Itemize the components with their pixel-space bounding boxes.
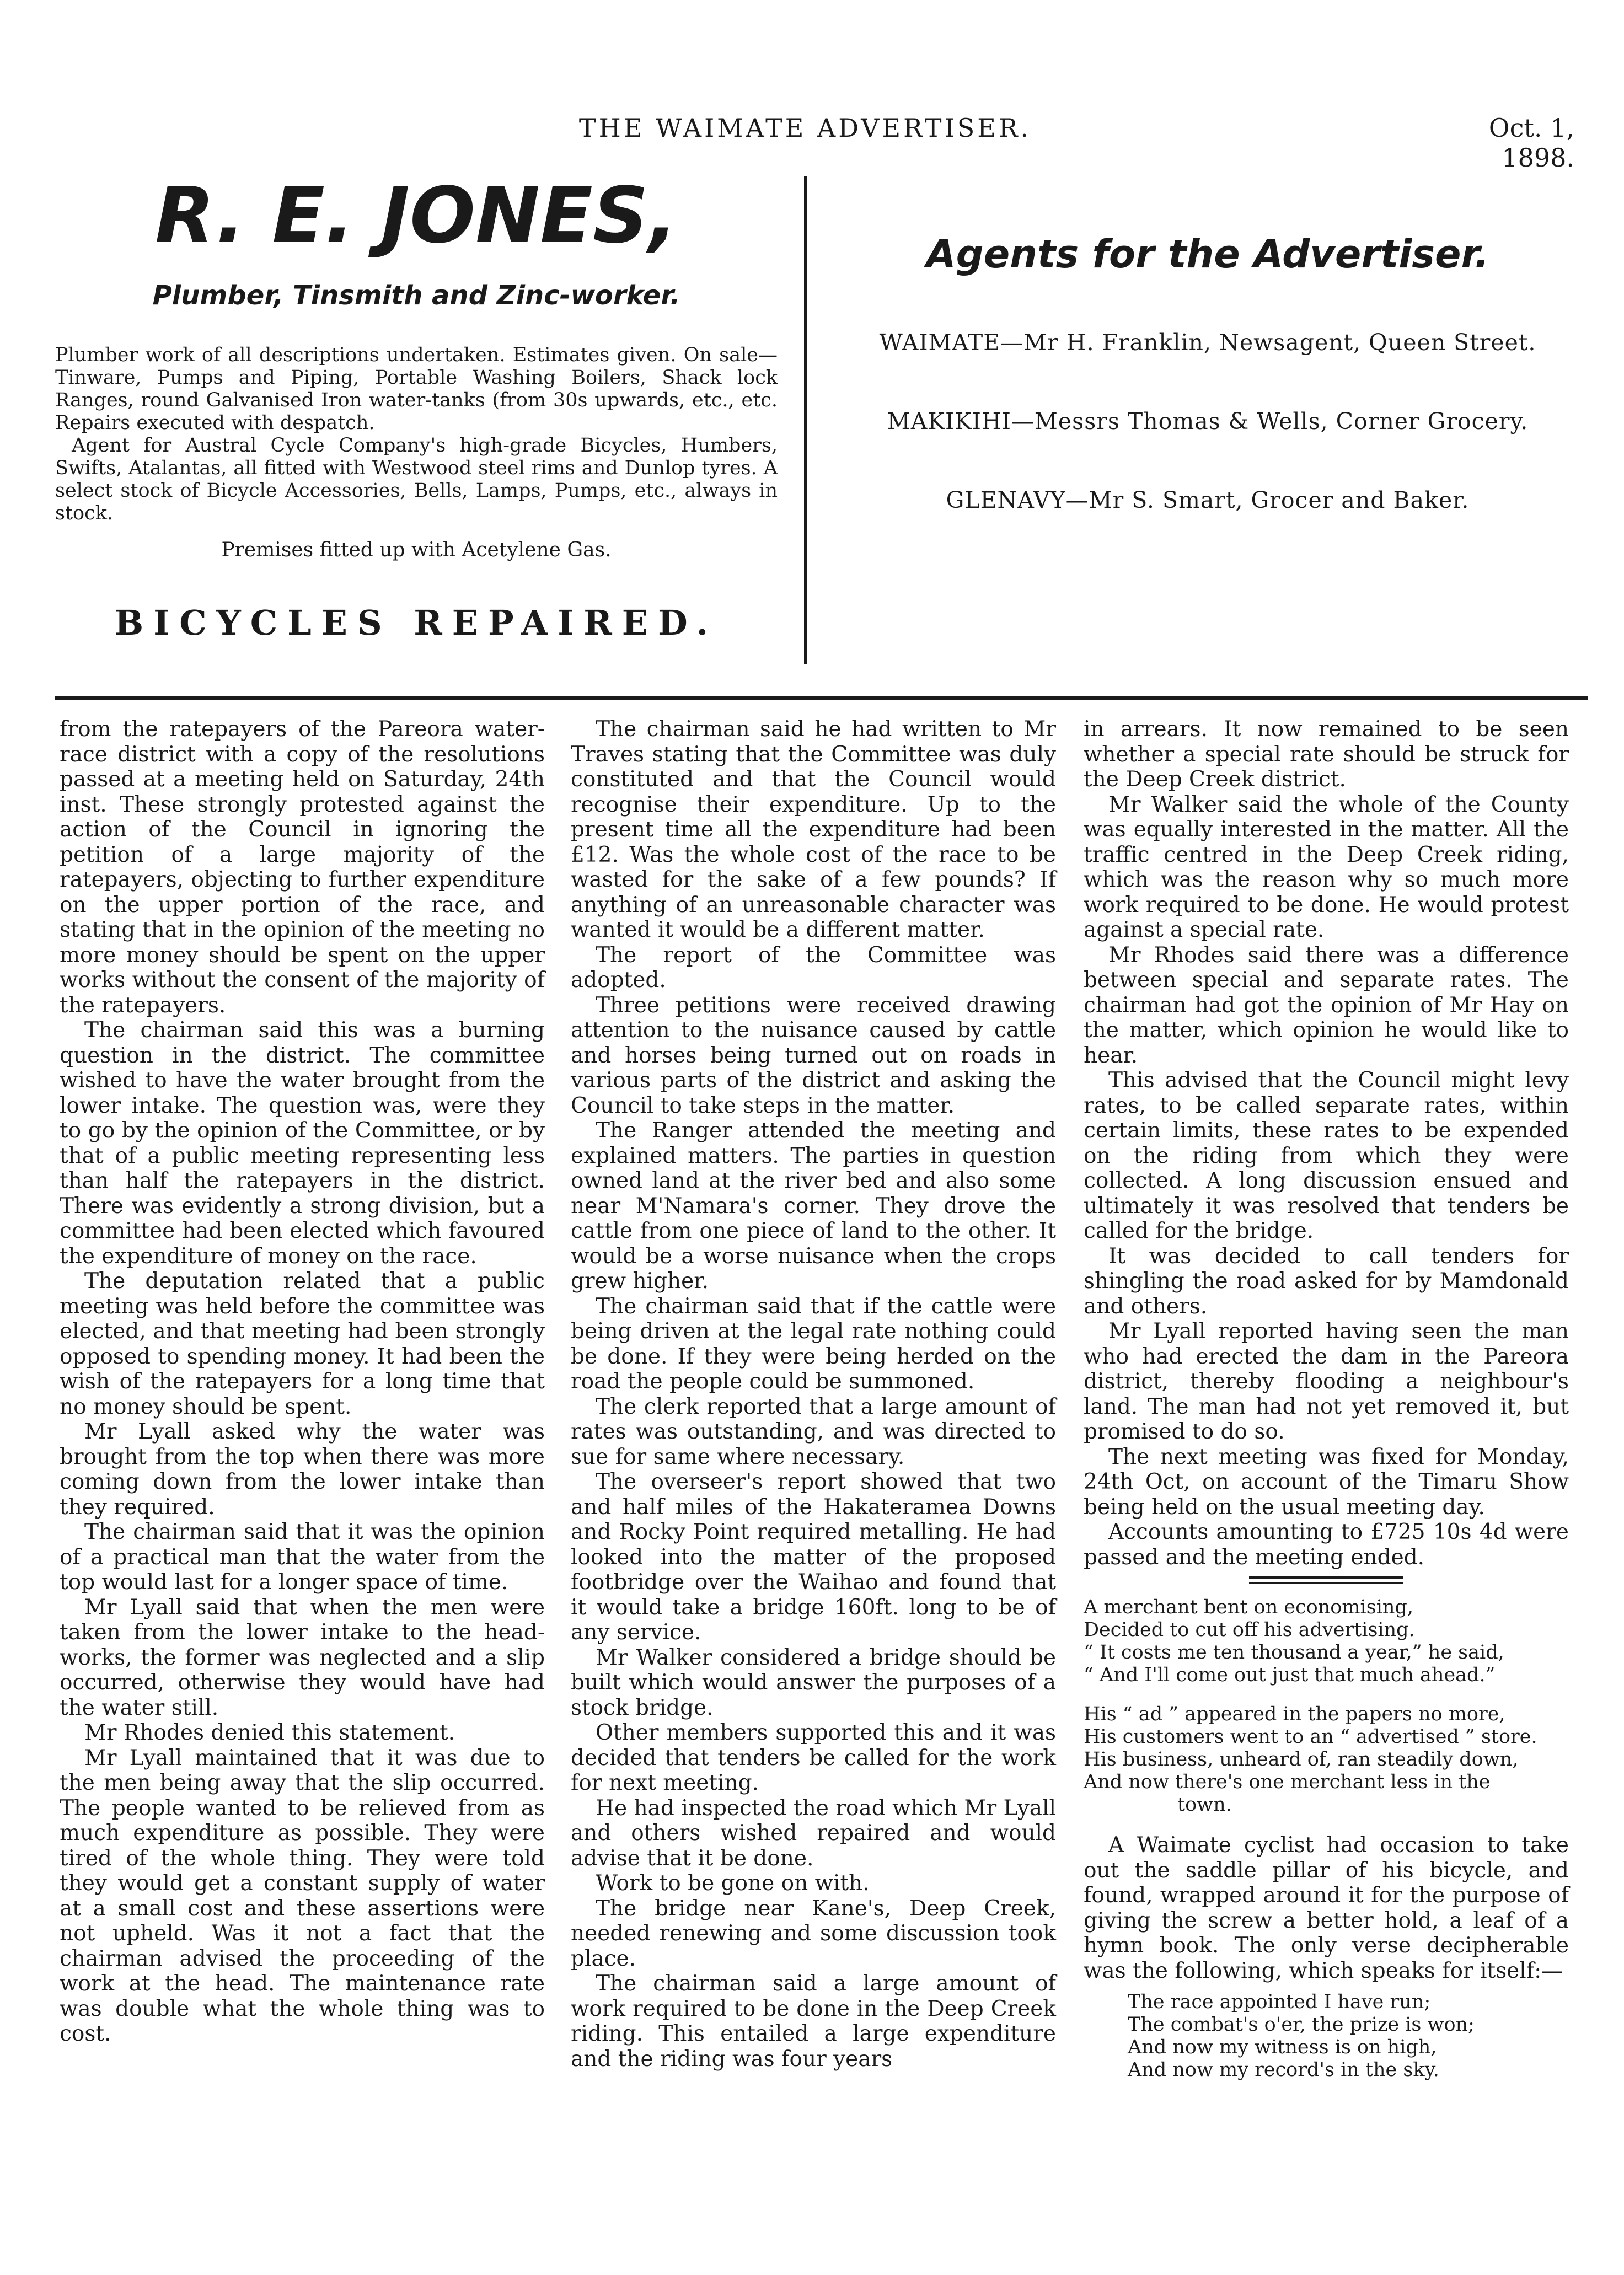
article-paragraph: Mr Walker considered a bridge should be built which would answer the purposes of a stock bridge. — [571, 1645, 1056, 1720]
article-paragraph: The next meeting was fixed for Monday, 24th Oct, on account of the Timaru Show being held on the usual meeting day. — [1084, 1444, 1569, 1520]
ad-paragraph: Plumber work of all descriptions undertaken. Estimates given. On sale— Tinware, Pumps and Piping, Portable Washing Boilers, Shack lock Ranges, round Galvanised Iron water-tanks (from 30s upwards, etc., etc. Repairs executed with despatch. — [55, 344, 778, 434]
article-paragraph: from the ratepayers of the Pareora water-race district with a copy of the resolutions passed at a meeting held on Saturday, 24th inst. These strongly protested against the action of the Council in ignoring the petition of a large majority of the ratepayers, objecting to further expenditure on the upper portion of the race, and stating that in the opinion of the meeting no more money should be spent on the upper works without the consent of the majority of the ratepayers. — [60, 717, 545, 1018]
article-paragraph: Mr Walker said the whole of the County was equally interested in the matter. All the traffic centred in the Deep Creek riding, which was the reason why so much more work required to be done. He would protest against a special rate. — [1084, 792, 1569, 942]
cyclist-paragraph: A Waimate cyclist had occasion to take out the saddle pillar of his bicycle, and found, wrapped around it for the purpose of giving the screw a better hold, a leaf of a hymn book. The only verse decipherable was the following, which speaks for itself:— — [1084, 1833, 1569, 1983]
article-paragraph: Mr Lyall asked why the water was brought from the top when there was more coming down from the lower intake than they required. — [60, 1419, 545, 1520]
poem-line: A merchant bent on economising, — [1084, 1596, 1413, 1618]
poem-line: “ It costs me ten thousand a year,” he said, — [1084, 1641, 1504, 1664]
agent-line: MAKIKIHI—Messrs Thomas & Wells, Corner Grocery. — [887, 408, 1529, 434]
horizontal-divider — [55, 696, 1588, 700]
article-paragraph: He had inspected the road which Mr Lyall and others wished repaired and would advise that it be done. — [571, 1795, 1056, 1871]
vertical-divider — [804, 176, 807, 664]
ad-trade-line: Plumber, Tinsmith and Zinc-worker. — [152, 280, 680, 311]
article-paragraph: Mr Lyall said that when the men were taken from the lower intake to the head-works, the former was neglected and a slip occurred, otherwise they would have had the water still. — [60, 1595, 545, 1720]
article-paragraph: Three petitions were received drawing attention to the nuisance caused by cattle and horses being turned out on roads in various parts of the district and asking the Council to take steps in the matter. — [571, 992, 1056, 1118]
article-paragraph: The overseer's report showed that two and half miles of the Hakateramea Downs and Rocky Point required metalling. He had looked into the matter of the proposed footbridge over the Waihao and found that it would take a bridge 160ft. long to be of any service. — [571, 1469, 1056, 1645]
article-column-2 — [571, 717, 1056, 2072]
poem-line: “ And I'll come out just that much ahead.” — [1084, 1664, 1496, 1686]
article-paragraph: Mr Lyall reported having seen the man who had erected the dam in the Pareora district, thereby flooding a neighbour's land. The man had not yet removed it, but promised to do so. — [1084, 1319, 1569, 1444]
article-column-3 — [1084, 717, 1569, 2081]
section-rule — [1249, 1576, 1403, 1579]
agents-title: Agents for the Advertiser. — [926, 232, 1489, 277]
article-paragraph: This advised that the Council might levy rates, to be called separate rates, within certain limits, these rates to be expended on the riding from which they were collected. A long discussion ensued and ultimately it was resolved that tenders be called for the bridge. — [1084, 1068, 1569, 1243]
ad-body — [55, 344, 778, 525]
article-paragraph: Work to be gone on with. — [596, 1871, 870, 1896]
issue-date: Oct. 1, 1898. — [1488, 113, 1574, 173]
verse-line: The race appointed I have run; — [1128, 1991, 1431, 2013]
poem-line: His customers went to an “ advertised ” store. — [1084, 1726, 1537, 1748]
article-paragraph: in arrears. It now remained to be seen whether a special rate should be struck for the Deep Creek district. — [1084, 717, 1569, 792]
article-paragraph: Accounts amounting to £725 10s 4d were passed and the meeting ended. — [1084, 1520, 1569, 1570]
verse-line: And now my record's in the sky. — [1128, 2059, 1439, 2081]
poem-line: His “ ad ” appeared in the papers no more, — [1084, 1703, 1505, 1725]
article-paragraph: The deputation related that a public meeting was held before the committee was elected, and that meeting had been strongly opposed to spending money. It had been the wish of the ratepayers for a long time that no money should be spent. — [60, 1269, 545, 1419]
ad-business-name: R. E. JONES, — [155, 171, 678, 261]
section-rule — [1249, 1582, 1403, 1584]
article-paragraph: The clerk reported that a large amount of rates was outstanding, and was directed to sue for same where necessary. — [571, 1394, 1056, 1469]
ad-banner: BICYCLES REPAIRED. — [114, 603, 719, 643]
merchant-poem-stanza-1 — [1084, 1596, 1569, 1687]
article-paragraph: Mr Rhodes denied this statement. — [84, 1720, 455, 1745]
masthead: THE WAIMATE ADVERTISER. — [578, 113, 1032, 143]
verse-line: And now my witness is on high, — [1128, 2036, 1437, 2058]
agent-line: GLENAVY—Mr S. Smart, Grocer and Baker. — [946, 487, 1470, 513]
poem-line: His business, unheard of, ran steadily down, — [1084, 1748, 1519, 1770]
jones-advertisement — [55, 160, 778, 643]
merchant-poem-stanza-2 — [1084, 1703, 1569, 1816]
poem-line: Decided to cut off his advertising. — [1084, 1619, 1415, 1641]
article-paragraph: The chairman said a large amount of work required to be done in the Deep Creek riding. This entailed a large expenditure and the riding was four years — [571, 1971, 1056, 2072]
article-paragraph: The Ranger attended the meeting and explained matters. The parties in question owned land at the river bed and also some near M'Namara's corner. They drove the cattle from one piece of land to the other. It would be a worse nuisance when the crops grew higher. — [571, 1118, 1056, 1294]
agent-line: WAIMATE—Mr H. Franklin, Newsagent, Queen Street. — [879, 329, 1536, 356]
article-column-1 — [60, 717, 545, 2047]
ad-paragraph: Agent for Austral Cycle Company's high-grade Bicycles, Humbers, Swifts, Atalantas, all fitted with Westwood steel rims and Dunlop tyres. A select stock of Bicycle Accessories, Bells, Lamps, Pumps, etc., always in stock. — [55, 434, 778, 524]
article-paragraph: The chairman said that it was the opinion of a practical man that the water from the top would last for a longer space of time. — [60, 1520, 545, 1595]
hymn-verse — [1128, 1991, 1569, 2081]
poem-line: town. — [1177, 1794, 1232, 1816]
poem-line: And now there's one merchant less in the — [1084, 1771, 1491, 1793]
article-paragraph: Mr Lyall maintained that it was due to the men being away that the slip occurred. The people wanted to be relieved from as much expenditure as possible. They were tired of the whole thing. They were told they would get a constant supply of water at a small cost and these assertions were not upheld. Was it not a fact that the chairman advised the proceeding of the work at the head. The maintenance rate was double what the whole thing was to cost. — [60, 1745, 545, 2046]
article-paragraph: Mr Rhodes said there was a difference between special and separate rates. The chairman had got the opinion of Mr Hay on the matter, which opinion he would like to hear. — [1084, 942, 1569, 1068]
article-paragraph: The bridge near Kane's, Deep Creek, needed renewing and some discussion took place. — [571, 1896, 1056, 1971]
article-paragraph: The chairman said that if the cattle were being driven at the legal rate nothing could be done. If they were being herded on the road the people could be summoned. — [571, 1294, 1056, 1394]
article-paragraph: The report of the Committee was adopted. — [571, 942, 1056, 992]
article-paragraph: Other members supported this and it was decided that tenders be called for the work for next meeting. — [571, 1720, 1056, 1795]
article-paragraph: The chairman said this was a burning question in the district. The committee wished to have the water brought from the lower intake. The question was, were they to go by the opinion of the Committee, or by that of a public meeting representing less than half the ratepayers in the district. There was evidently a strong division, but a committee had been elected which favoured the expenditure of money on the race. — [60, 1018, 545, 1269]
article-paragraph: The chairman said he had written to Mr Traves stating that the Committee was duly constituted and that the Council would recognise their expenditure. Up to the present time all the expenditure had been £12. Was the whole cost of the race to be wasted for the sake of a few pounds? If anything of an unreasonable character was wanted it would be a different matter. — [571, 717, 1056, 942]
article-paragraph: It was decided to call tenders for shingling the road asked for by Mamdonald and others. — [1084, 1243, 1569, 1319]
agents-box — [838, 232, 1577, 513]
ad-premises-note: Premises fitted up with Acetylene Gas. — [221, 539, 612, 561]
verse-line: The combat's o'er, the prize is won; — [1128, 2014, 1475, 2036]
